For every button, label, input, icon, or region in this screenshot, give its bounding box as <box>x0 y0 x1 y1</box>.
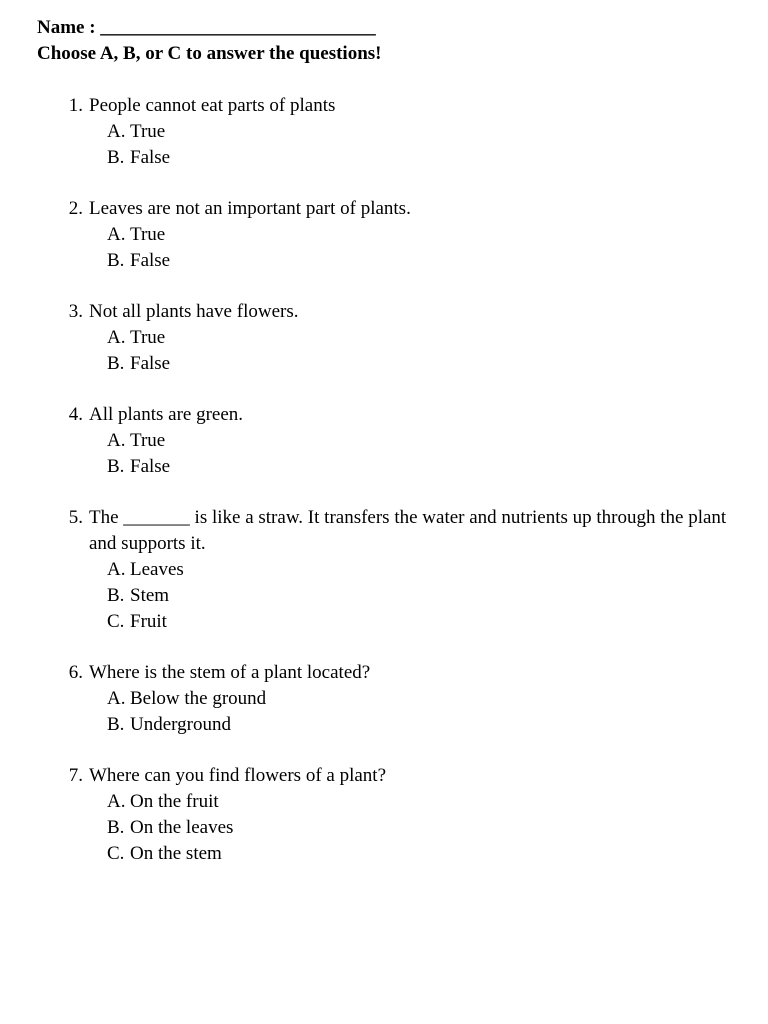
option-letter: C. <box>107 611 125 632</box>
option-text: True <box>130 224 166 245</box>
option-a <box>37 325 748 351</box>
question-text: Not all plants have flowers. <box>89 301 299 322</box>
option-b <box>37 248 748 274</box>
question-1 <box>37 93 748 171</box>
question-number: 7. <box>68 765 83 786</box>
question-number: 5. <box>68 507 83 528</box>
option-letter: B. <box>107 456 125 477</box>
option-letter: B. <box>107 817 125 838</box>
option-text: Fruit <box>130 611 167 632</box>
option-text: False <box>130 456 171 477</box>
question-2 <box>37 196 748 274</box>
option-letter: A. <box>107 688 126 709</box>
question-text: People cannot eat parts of plants <box>89 95 336 116</box>
option-text: True <box>130 327 166 348</box>
question-6 <box>37 660 748 738</box>
question-4 <box>37 402 748 480</box>
question-list <box>37 93 748 867</box>
option-b <box>37 145 748 171</box>
option-text: False <box>130 147 171 168</box>
question-7 <box>37 763 748 867</box>
option-list <box>37 222 748 274</box>
option-letter: B. <box>107 147 125 168</box>
question-text: The _______ is like a straw. It transfers the water and nutrients up through the plant and supports it. <box>89 507 727 554</box>
option-list <box>37 325 748 377</box>
question-text: Where can you find flowers of a plant? <box>89 765 387 786</box>
option-a <box>37 119 748 145</box>
option-letter: B. <box>107 250 125 271</box>
option-text: False <box>130 353 171 374</box>
option-a <box>37 428 748 454</box>
option-c <box>37 841 748 867</box>
option-letter: A. <box>107 559 126 580</box>
option-a <box>37 686 748 712</box>
option-b <box>37 454 748 480</box>
question-number: 1. <box>68 95 83 116</box>
option-text: On the stem <box>130 843 222 864</box>
question-number: 2. <box>68 198 83 219</box>
option-text: Underground <box>130 714 231 735</box>
question-5 <box>37 505 748 635</box>
question-number: 6. <box>68 662 83 683</box>
question-number: 4. <box>68 404 83 425</box>
option-a <box>37 222 748 248</box>
option-list <box>37 789 748 867</box>
option-text: On the fruit <box>130 791 219 812</box>
name-line: Name : _____________________________ <box>37 17 376 38</box>
option-letter: B. <box>107 353 125 374</box>
option-text: Stem <box>130 585 170 606</box>
option-letter: A. <box>107 791 126 812</box>
instructions: Choose A, B, or C to answer the questions! <box>37 43 382 64</box>
option-text: Leaves <box>130 559 184 580</box>
option-list <box>37 428 748 480</box>
option-a <box>37 557 748 583</box>
option-text: True <box>130 121 166 142</box>
option-text: True <box>130 430 166 451</box>
option-b <box>37 351 748 377</box>
question-number: 3. <box>68 301 83 322</box>
option-a <box>37 789 748 815</box>
option-list <box>37 557 748 635</box>
option-c <box>37 609 748 635</box>
option-text: Below the ground <box>130 688 267 709</box>
option-letter: A. <box>107 224 126 245</box>
option-text: False <box>130 250 171 271</box>
option-list <box>37 119 748 171</box>
option-b <box>37 712 748 738</box>
option-letter: A. <box>107 430 126 451</box>
question-text: Leaves are not an important part of plants. <box>89 198 411 219</box>
option-letter: A. <box>107 121 126 142</box>
option-letter: B. <box>107 714 125 735</box>
question-text: All plants are green. <box>89 404 244 425</box>
option-text: On the leaves <box>130 817 234 838</box>
question-3 <box>37 299 748 377</box>
option-list <box>37 686 748 738</box>
option-letter: A. <box>107 327 126 348</box>
option-b <box>37 583 748 609</box>
option-b <box>37 815 748 841</box>
option-letter: C. <box>107 843 125 864</box>
option-letter: B. <box>107 585 125 606</box>
question-text: Where is the stem of a plant located? <box>89 662 371 683</box>
